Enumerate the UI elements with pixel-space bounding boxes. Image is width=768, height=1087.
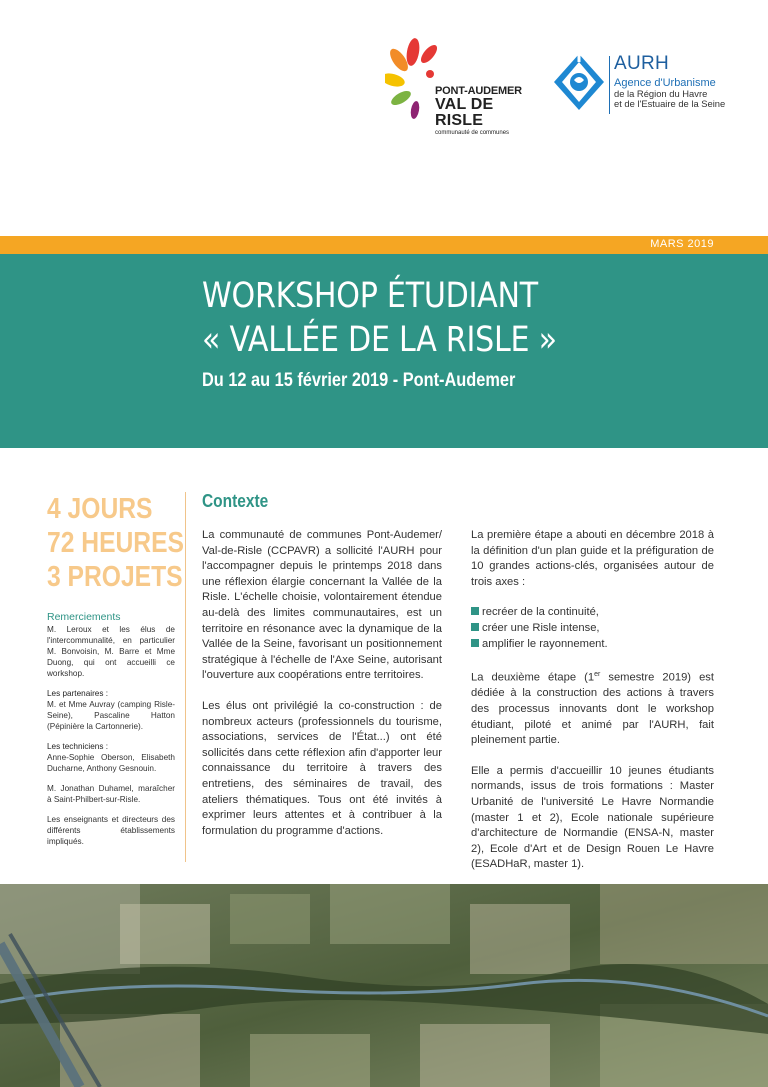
teachers-text: Les enseignants et directeurs des différents établissements impliqués. <box>47 815 175 846</box>
square-bullet-icon <box>471 639 479 647</box>
aerial-valley-image <box>0 884 768 1087</box>
aurh-line-3: et de l'Estuaire de la Seine <box>614 98 726 110</box>
stat-hours: 72 HEURES <box>47 527 184 559</box>
axes-list <box>471 605 714 652</box>
logo-line-1: PONT-AUDEMER <box>435 85 522 97</box>
title-line-2: « VALLÉE DE LA RISLE » <box>202 320 557 360</box>
context-paragraph-3: La première étape a abouti en décembre 2018 à la définition d'un plan guide et la préfiguration de 10 grandes actions-clés, organisées autour de trois axes : <box>471 529 714 588</box>
thanks-block <box>47 611 175 679</box>
context-column-right <box>471 528 714 888</box>
list-item: créer une Risle intense, <box>471 621 714 637</box>
technicians-label: Les techniciens : <box>47 742 108 751</box>
context-paragraph-5: Elle a permis d'accueillir 10 jeunes étudiants normands, issus de trois formations : Master Urbanité de l'université Le Havre Normandie (master 1 et 2), Ecole nationale supérieure d'architecture de Normandie (ENSA-N, master 2), Ecole d'Art et de Design Rouen Le Havre (ESADHaR, master 1). <box>471 764 714 871</box>
square-bullet-icon <box>471 607 479 615</box>
context-column-left <box>202 528 442 854</box>
page-title <box>202 274 557 362</box>
aurh-diamond-icon <box>552 50 606 116</box>
aurh-line-1: Agence d'Urbanisme <box>614 76 716 89</box>
aurh-logo <box>552 50 752 120</box>
aurh-line-2: de la Région du Havre <box>614 88 708 100</box>
aurh-divider <box>609 56 610 114</box>
date-badge: MARS 2019 <box>650 238 714 250</box>
page-subtitle: Du 12 au 15 février 2019 - Pont-Audemer <box>202 370 516 391</box>
stats-block <box>47 492 184 594</box>
aurh-name: AURH <box>614 53 670 74</box>
thanks-text: M. Leroux et les élus de l'intercommunalité, en particulier M. Bonvoisin, M. Barre et Mme Duong, qui ont accueilli ce workshop. <box>47 625 175 678</box>
context-paragraph-4: La deuxième étape (1er semestre 2019) est dédiée à la construction des actions à travers des processus innovants dont le workshop étudiant, piloté et animé par l'AURH, fait pleinement partie. <box>471 671 714 747</box>
pont-audemer-logo <box>385 36 535 136</box>
column-divider <box>185 492 186 862</box>
technicians-block <box>47 741 175 774</box>
partners-label: Les partenaires : <box>47 689 108 698</box>
context-heading: Contexte <box>202 491 269 511</box>
title-line-1: WORKSHOP ÉTUDIANT <box>202 276 538 316</box>
context-paragraph-1: La communauté de communes Pont-Audemer/ Val-de-Risle (CCPAVR) a sollicité l'AURH pour l'accompagner depuis le printemps 2018 dans une réflexion élargie concernant la Vallée de la Risle. L'échelle choisie, volontairement étendue au-delà des limites communautaires, est un territoire en résonance avec la dynamique de la Vallée de la Seine, favorisant un positionnement stratégique à l'échelle de l'Axe Seine, autorisant l'ouverture aux coopérations entre territoires. <box>202 529 442 682</box>
context-paragraph-2: Les élus ont privilégié la co-construction : de nombreux acteurs (professionnels du tourisme, associations, services de l'État...) ont été sollicités dans cette réflexion afin d'apporter leur connaissance du territoire à travers des entretiens, des séminaires de travail, des ateliers thématiques. Tous ont été invités à exprimer leurs attentes et à contribuer à la formulation du programme d'actions. <box>202 699 442 837</box>
list-item: recréer de la continuité, <box>471 605 714 621</box>
stat-days: 4 JOURS <box>47 493 153 525</box>
list-item: amplifier le rayonnement. <box>471 637 714 653</box>
thanks-heading: Remerciements <box>47 611 121 623</box>
logo-line-2: VAL DE RISLE <box>435 96 494 129</box>
square-bullet-icon <box>471 623 479 631</box>
partners-block <box>47 688 175 732</box>
technicians-text: Anne-Sophie Oberson, Elisabeth Ducharne, Anthony Gesnouin. <box>47 753 175 773</box>
farmer-text: M. Jonathan Duhamel, maraîcher à Saint-Philbert-sur-Risle. <box>47 784 175 804</box>
partners-text: M. et Mme Auvray (camping Risle-Seine), Pascaline Hatton (Pépinière la Cartonnerie). <box>47 700 175 731</box>
logo-line-3: communauté de communes <box>435 130 510 136</box>
sidebar <box>47 611 175 856</box>
stat-projects: 3 PROJETS <box>47 561 183 593</box>
